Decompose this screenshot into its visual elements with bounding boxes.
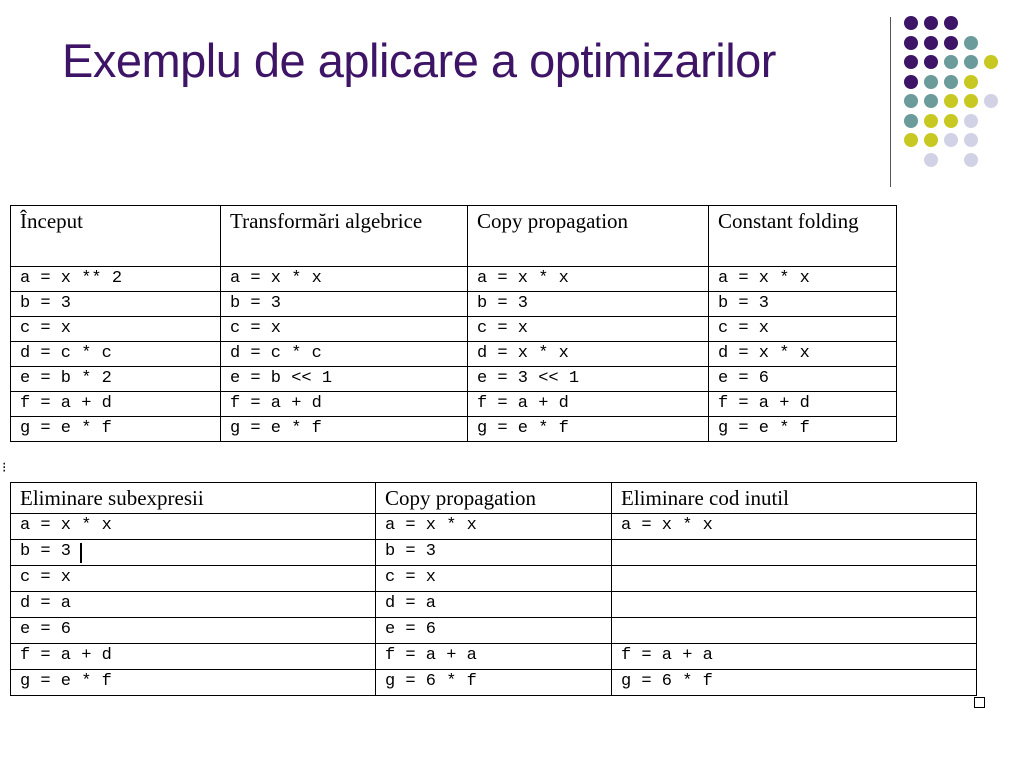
column-header-copy-propagation[interactable]: Copy propagation <box>468 206 709 267</box>
optimization-table-stage-1[interactable] <box>10 205 897 442</box>
decorative-dot <box>924 133 938 147</box>
decorative-dot <box>924 153 938 167</box>
table-cell[interactable]: g = e * f <box>11 670 376 696</box>
table-cell[interactable]: b = 3 <box>468 292 709 317</box>
decorative-dot <box>964 114 978 128</box>
table-cell[interactable]: d = c * c <box>221 342 468 367</box>
table-cell[interactable]: f = a + d <box>468 392 709 417</box>
table-cell[interactable]: g = e * f <box>468 417 709 442</box>
table-move-handle-icon[interactable]: ⁝ <box>2 460 7 476</box>
decorative-dot <box>964 153 978 167</box>
table-cell[interactable]: c = x <box>11 317 221 342</box>
table-cell[interactable]: e = 6 <box>11 618 376 644</box>
table-cell[interactable]: d = a <box>11 592 376 618</box>
table-cell[interactable]: a = x * x <box>468 267 709 292</box>
table-cell[interactable]: d = c * c <box>11 342 221 367</box>
decorative-dot <box>964 94 978 108</box>
table-cell[interactable] <box>612 566 977 592</box>
table-cell[interactable]: e = b * 2 <box>11 367 221 392</box>
table-cell[interactable]: e = 6 <box>376 618 612 644</box>
table-cell[interactable]: f = a + d <box>11 392 221 417</box>
decorative-dot-grid <box>900 10 1010 170</box>
title-divider-line <box>890 17 891 187</box>
table-cell[interactable]: c = x <box>468 317 709 342</box>
decorative-dot <box>944 75 958 89</box>
table-cell[interactable]: b = 3 <box>11 292 221 317</box>
table-cell[interactable]: d = a <box>376 592 612 618</box>
decorative-dot <box>924 94 938 108</box>
table-cell[interactable]: f = a + d <box>709 392 897 417</box>
decorative-dot <box>904 36 918 50</box>
table-cell[interactable]: a = x * x <box>11 514 376 540</box>
decorative-dot <box>904 133 918 147</box>
table-cell[interactable]: f = a + d <box>11 644 376 670</box>
decorative-dot <box>904 94 918 108</box>
table-cell[interactable]: f = a + d <box>221 392 468 417</box>
decorative-dot <box>964 55 978 69</box>
decorative-dot <box>924 55 938 69</box>
table-cell[interactable]: g = 6 * f <box>612 670 977 696</box>
table-cell[interactable]: c = x <box>11 566 376 592</box>
decorative-dot <box>964 36 978 50</box>
column-header-inceput[interactable]: Început <box>11 206 221 267</box>
column-header-constant-folding[interactable]: Constant folding <box>709 206 897 267</box>
table-cell[interactable]: a = x ** 2 <box>11 267 221 292</box>
decorative-dot <box>964 133 978 147</box>
table-cell[interactable]: c = x <box>221 317 468 342</box>
table-row <box>11 644 977 670</box>
table-cell[interactable]: e = 6 <box>709 367 897 392</box>
decorative-dot <box>944 36 958 50</box>
decorative-dot <box>944 94 958 108</box>
table-row <box>11 514 977 540</box>
table-cell[interactable]: g = e * f <box>11 417 221 442</box>
decorative-dot <box>944 133 958 147</box>
slide-title[interactable]: Exemplu de aplicare a optimizarilor <box>62 34 776 87</box>
optimization-table-stage-2[interactable] <box>10 482 977 696</box>
table-cell[interactable]: c = x <box>709 317 897 342</box>
table-row <box>11 292 897 317</box>
table-cell[interactable]: e = 3 << 1 <box>468 367 709 392</box>
table-cell[interactable]: g = e * f <box>709 417 897 442</box>
column-header-eliminare-cod-inutil[interactable]: Eliminare cod inutil <box>612 483 977 514</box>
decorative-dot <box>904 55 918 69</box>
table-cell[interactable]: c = x <box>376 566 612 592</box>
table-cell[interactable]: g = 6 * f <box>376 670 612 696</box>
decorative-dot <box>984 55 998 69</box>
table-cell[interactable]: f = a + a <box>376 644 612 670</box>
decorative-dot <box>904 114 918 128</box>
column-header-copy-propagation[interactable]: Copy propagation <box>376 483 612 514</box>
table-header-row <box>11 483 977 514</box>
table-row <box>11 592 977 618</box>
decorative-dot <box>904 75 918 89</box>
decorative-dot <box>924 16 938 30</box>
decorative-dot <box>904 16 918 30</box>
table-cell[interactable]: a = x * x <box>709 267 897 292</box>
table-row <box>11 670 977 696</box>
decorative-dot <box>944 16 958 30</box>
table-row <box>11 317 897 342</box>
table-cell[interactable]: a = x * x <box>376 514 612 540</box>
table-cell[interactable]: e = b << 1 <box>221 367 468 392</box>
decorative-dot <box>944 114 958 128</box>
table-cell[interactable]: b = 3 <box>221 292 468 317</box>
column-header-transformari-algebrice[interactable]: Transformări algebrice <box>221 206 468 267</box>
table-resize-handle[interactable] <box>974 697 985 708</box>
decorative-dot <box>984 94 998 108</box>
table-header-row <box>11 206 897 267</box>
table-cell[interactable]: d = x * x <box>468 342 709 367</box>
table-cell[interactable]: a = x * x <box>221 267 468 292</box>
table-cell[interactable] <box>612 540 977 566</box>
table-row <box>11 540 977 566</box>
table-row <box>11 566 977 592</box>
decorative-dot <box>944 55 958 69</box>
decorative-dot <box>924 36 938 50</box>
table-cell[interactable] <box>612 592 977 618</box>
table-cell[interactable]: a = x * x <box>612 514 977 540</box>
table-row <box>11 342 897 367</box>
text-cursor <box>80 543 82 563</box>
table-row <box>11 618 977 644</box>
table-cell[interactable]: b = 3 <box>11 540 376 566</box>
table-row <box>11 417 897 442</box>
table-cell[interactable] <box>612 618 977 644</box>
table-row <box>11 367 897 392</box>
decorative-dot <box>924 75 938 89</box>
table-cell[interactable]: b = 3 <box>376 540 612 566</box>
table-cell[interactable]: f = a + a <box>612 644 977 670</box>
decorative-dot <box>924 114 938 128</box>
table-row <box>11 267 897 292</box>
table-cell[interactable]: d = x * x <box>709 342 897 367</box>
table-row <box>11 392 897 417</box>
decorative-dot <box>964 75 978 89</box>
table-cell[interactable]: g = e * f <box>221 417 468 442</box>
column-header-eliminare-subexpresii[interactable]: Eliminare subexpresii <box>11 483 376 514</box>
table-cell[interactable]: b = 3 <box>709 292 897 317</box>
